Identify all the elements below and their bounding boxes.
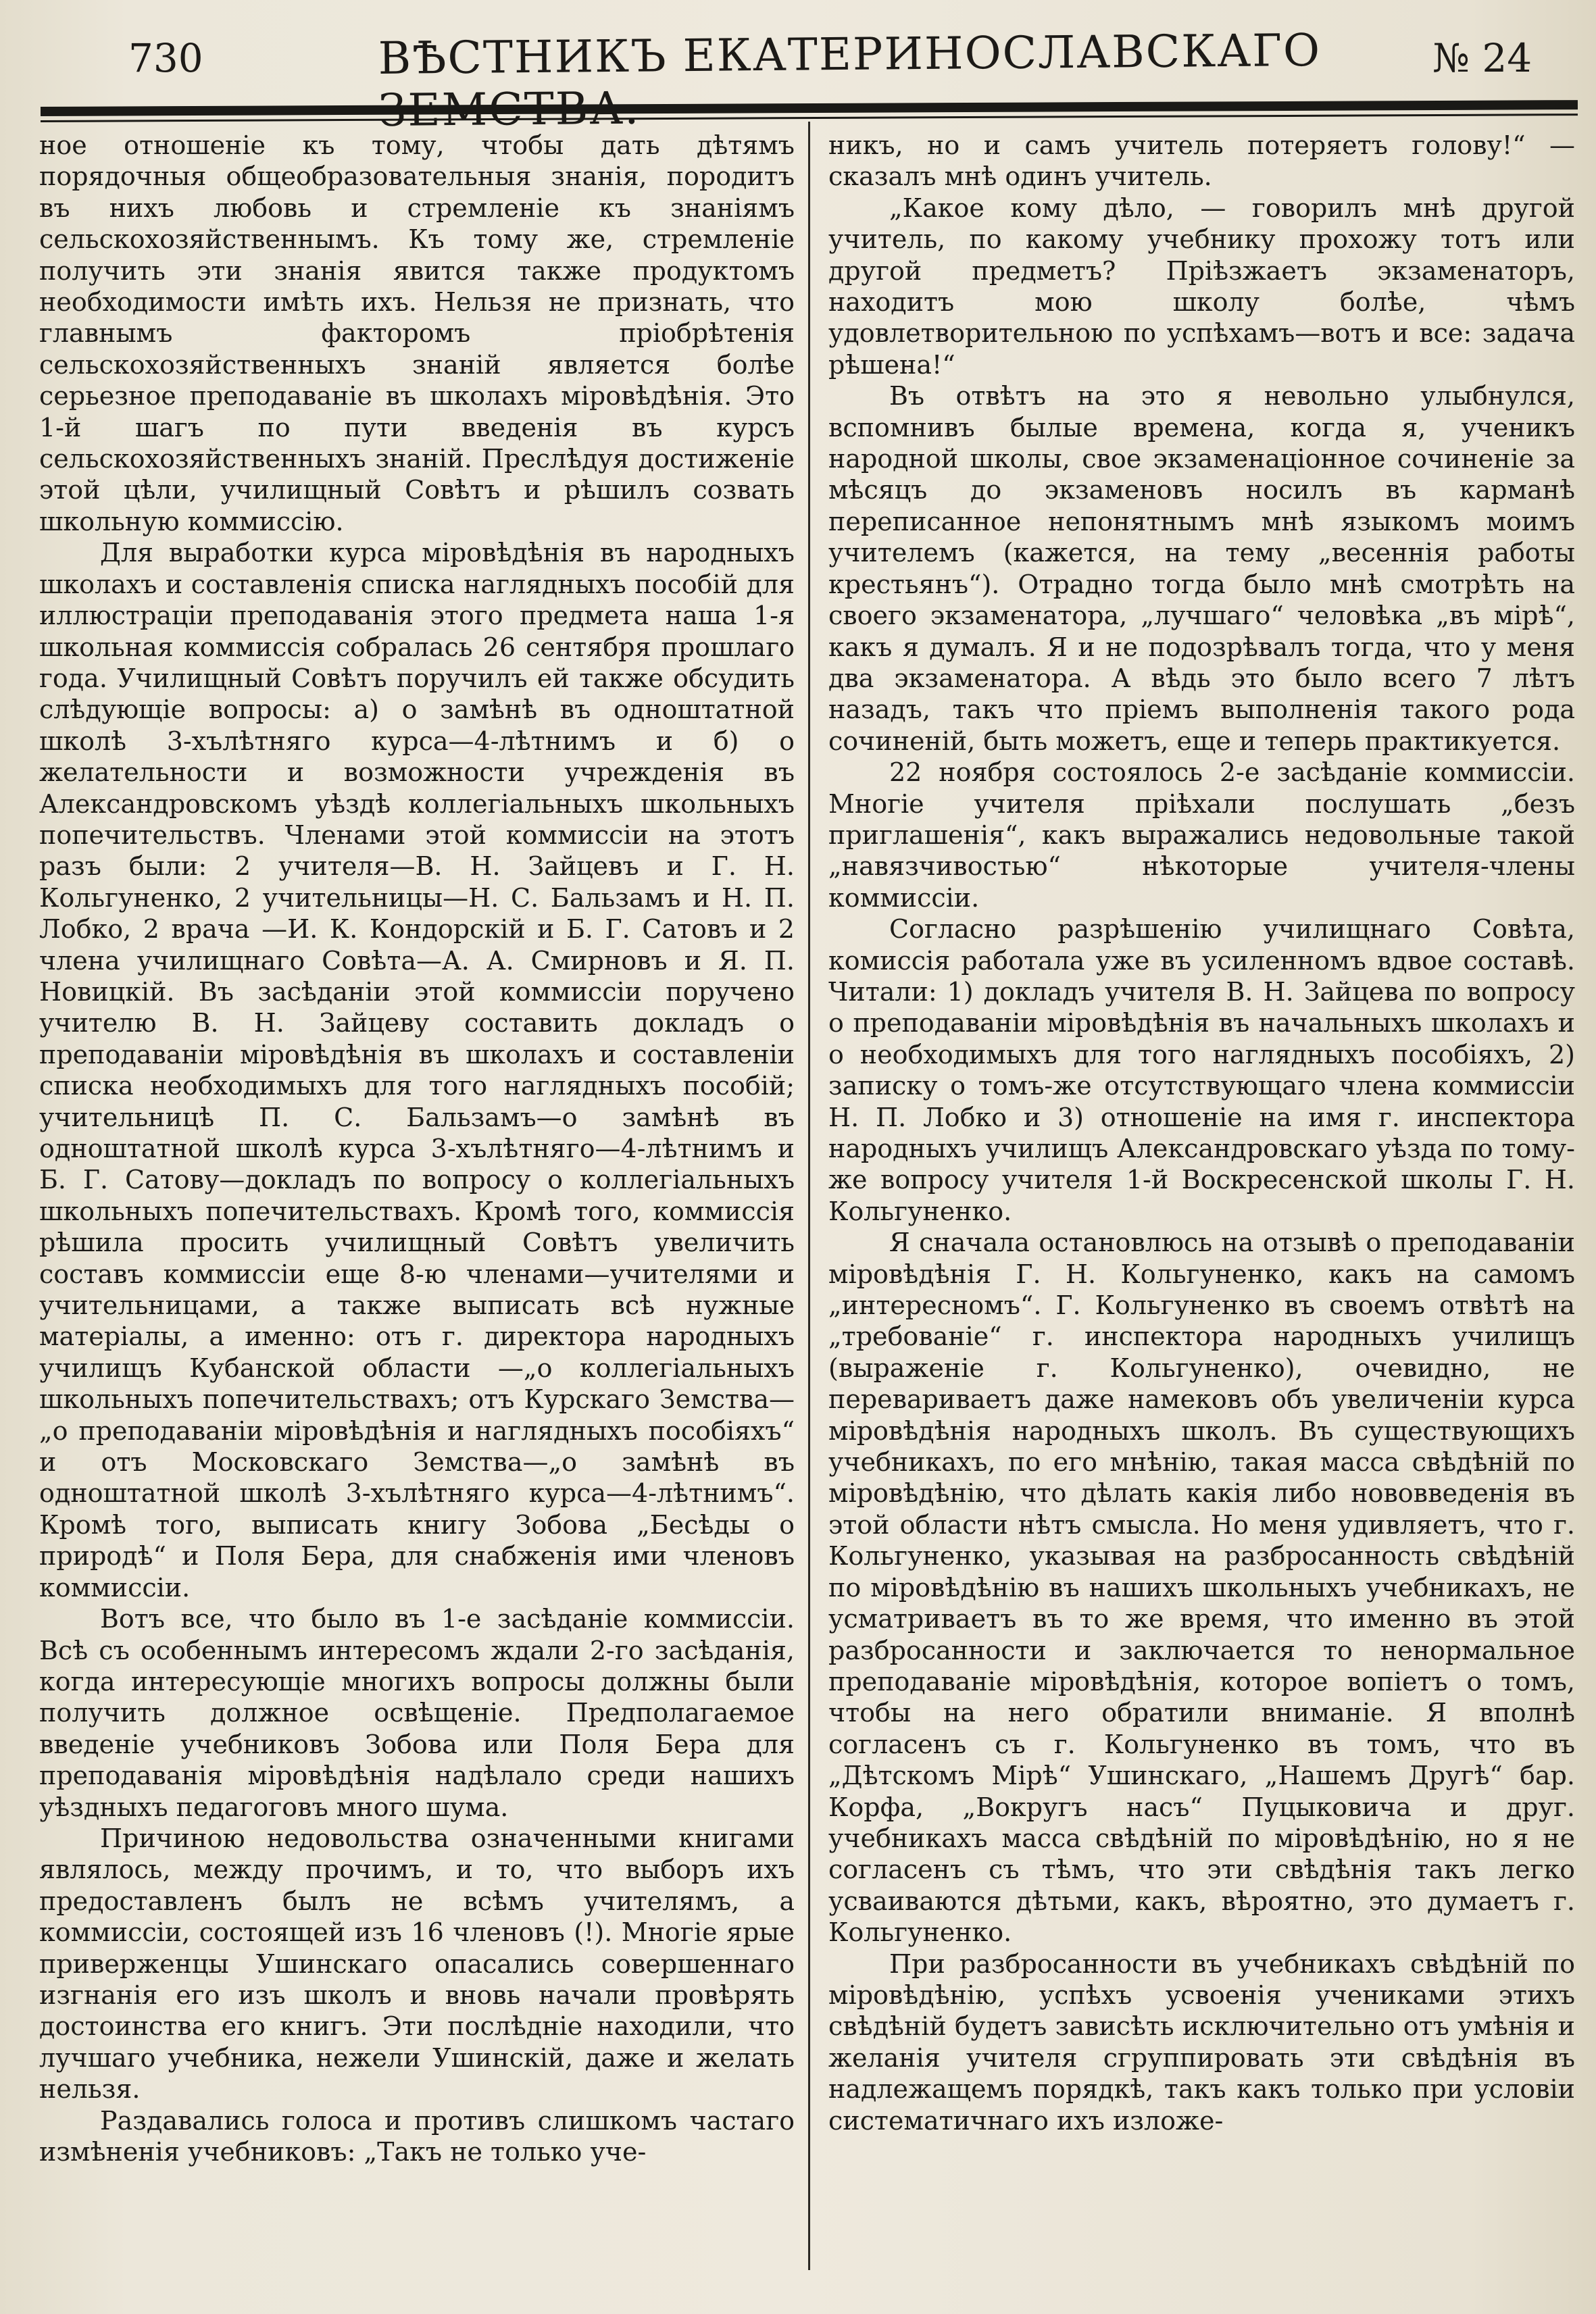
- left-column: [39, 130, 795, 2167]
- right-column: [828, 130, 1575, 2136]
- paragraph: 22 ноября состоялось 2-е засѣданіе коммиссіи. Многіе учителя пріѣхали послушать „безъ приглашенія“, какъ выражались недовольные такой „навязчивостью“ нѣкоторые учителя-члены коммиссіи.: [828, 757, 1575, 913]
- publication-title: ВѢСТНИКЪ ЕКАТЕРИНОСЛАВСКАГО: [378, 24, 1322, 84]
- paragraph: Согласно разрѣшенію училищнаго Совѣта, комиссія работала уже въ усиленномъ вдвое составѣ. Читали: 1) докладъ учителя В. Н. Зайцева по вопросу о преподаваніи міровѣдѣнія въ начальныхъ школахъ и о необходимыхъ для того наглядныхъ пособіяхъ, 2) записку о томъ-же отсутствующаго члена коммиссіи Н. П. Лобко и 3) отношеніе на имя г. инспектора народныхъ училищъ Александровскаго уѣзда по тому-же вопросу учителя 1-й Воскресенской школы Г. Н. Кольгуненко.: [828, 914, 1575, 1226]
- paragraph: Для выработки курса міровѣдѣнія въ народныхъ школахъ и составленія списка наглядныхъ пособій для иллюстраціи преподаванія этого предмета наша 1-я школьная коммиссія собралась 26 сентября прошлаго года. Училищный Совѣтъ поручилъ ей также обсудить слѣдующіе вопросы: а) о замѣнѣ въ одноштатной школѣ 3-хълѣтняго курса—4-лѣтнимъ и б) о желательности и возможности учрежденія въ Александровскомъ уѣздѣ коллегіальныхъ школьныхъ попечительствъ. Членами этой коммиссіи на этотъ разъ были: 2 учителя—В. Н. Зайцевъ и Г. Н. Кольгуненко, 2 учительницы—Н. С. Бальзамъ и Н. П. Лобко, 2 врача —И. К. Кондорскій и Б. Г. Сатовъ и 2 члена училищнаго Совѣта—А. А. Смирновъ и Я. П. Новицкій. Въ засѣданіи этой коммиссіи поручено учителю В. Н. Зайцеву составить докладъ о преподаваніи міровѣдѣнія въ школахъ и составленіи списка необходимыхъ для того наглядныхъ пособій; учительницѣ П. С. Бальзамъ—о замѣнѣ въ одноштатной школѣ курса 3-хълѣтняго—4-лѣтнимъ и Б. Г. Сатову—докладъ по вопросу о коллегіальныхъ школьныхъ попечительствахъ. Кромѣ того, коммиссія рѣшила просить училищный Совѣтъ увеличить составъ коммиссіи еще 8-ю членами—учителями и учительницами, а также выписать всѣ нужные матеріалы, а именно: отъ г. директора народныхъ училищъ Кубанской области —„о коллегіальныхъ школьныхъ попечительствахъ; отъ Курскаго Земства—„о преподаваніи міровѣдѣнія и наглядныхъ пособіяхъ“ и отъ Московскаго Земства—„о замѣнѣ въ одноштатной школѣ 3-хълѣтняго курса—4-лѣтнимъ“. Кромѣ того, выписать книгу Зобова „Бесѣды о природѣ“ и Поля Бера, для снабженія ими членовъ коммиссіи.: [39, 538, 795, 1603]
- paragraph: Въ отвѣтъ на это я невольно улыбнулся, вспомнивъ былые времена, когда я, ученикъ народной школы, свое экзаменаціонное сочиненіе за мѣсяцъ до экзаменовъ носилъ въ карманѣ переписанное непонятнымъ мнѣ языкомъ моимъ учителемъ (кажется, на тему „весеннія работы крестьянъ“). Отрадно тогда было мнѣ смотрѣть на своего экзаменатора, „лучшаго“ человѣка „въ мірѣ“, какъ я думалъ. Я и не подозрѣвалъ тогда, что у меня два экзаменатора. А вѣдь это было всего 7 лѣтъ назадъ, такъ что пріемъ выполненія такого рода сочиненій, быть можетъ, еще и теперь практикуется.: [828, 381, 1575, 756]
- paragraph: никъ, но и самъ учитель потеряетъ голову!“ — сказалъ мнѣ одинъ учитель.: [828, 130, 1575, 192]
- column-divider: [808, 122, 810, 2270]
- paragraph: Причиною недовольства означенными книгами являлось, между прочимъ, и то, что выборъ ихъ предоставленъ былъ не всѣмъ учителямъ, а коммиссіи, состоящей изъ 16 членовъ (!). Многіе ярые приверженцы Ушинскаго опасались совершеннаго изгнанія его изъ школъ и вновь начали провѣрять достоинства его книгъ. Эти послѣдніе находили, что лучшаго учебника, нежели Ушинскій, даже и желать нельзя.: [39, 1823, 795, 2105]
- page-header: [41, 20, 1574, 95]
- paragraph: „Какое кому дѣло, — говорилъ мнѣ другой учитель, по какому учебнику прохожу тотъ или другой предметъ? Пріѣзжаетъ экзаменаторъ, находитъ мою школу болѣе, чѣмъ удовлетворительною по успѣхамъ—вотъ и все: задача рѣшена!“: [828, 193, 1575, 380]
- page-number: 730: [128, 35, 203, 81]
- paragraph: Раздавались голоса и противъ слишкомъ частаго измѣненія учебниковъ: „Такъ не только уче-: [39, 2105, 795, 2167]
- paragraph: При разбросанности въ учебникахъ свѣдѣній по міровѣдѣнію, успѣхъ усвоенія учениками этихъ свѣдѣній будетъ зависѣть исключительно отъ умѣнія и желанія учителя сгруппировать эти свѣдѣнія въ надлежащемъ порядкѣ, такъ какъ только при условіи систематичнаго ихъ изложе-: [828, 1948, 1575, 2136]
- paragraph: Я сначала остановлюсь на отзывѣ о преподаваніи міровѣдѣнія Г. Н. Кольгуненко, какъ на самомъ „интересномъ“. Г. Кольгуненко въ своемъ отвѣтѣ на „требованіе“ г. инспектора народныхъ училищъ (выраженіе г. Кольгуненко), очевидно, не перевариваетъ даже намековъ объ увеличеніи курса міровѣдѣнія народныхъ школъ. Въ существующихъ учебникахъ, по его мнѣнію, такая масса свѣдѣній по міровѣдѣнію, что дѣлать какія либо нововведенія въ этой области нѣтъ смысла. Но меня удивляетъ, что г. Кольгуненко, указывая на разбросанность свѣдѣній по міровѣдѣнію въ нашихъ школьныхъ учебникахъ, не усматриваетъ въ то же время, что именно въ этой разбросанности и заключается то ненормальное преподаваніе міровѣдѣнія, которое вопіетъ о томъ, чтобы на него обратили вниманіе. Я вполнѣ согласенъ съ г. Кольгуненко въ томъ, что въ „Дѣтскомъ Мірѣ“ Ушинскаго, „Нашемъ Другѣ“ бар. Корфа, „Вокругъ насъ“ Пуцыковича и друг. учебникахъ масса свѣдѣній по міровѣдѣнію, но я не согласенъ съ тѣмъ, что эти свѣдѣнія такъ легко усваиваются дѣтьми, какъ, вѣроятно, это думаетъ г. Кольгуненко.: [828, 1228, 1575, 1948]
- paragraph: ное отношеніе къ тому, чтобы дать дѣтямъ порядочныя общеобразовательныя знанія, породитъ въ нихъ любовь и стремленіе къ знаніямъ сельскохозяйственнымъ. Къ тому же, стремленіе получить эти знанія явится также продуктомъ необходимости имѣть ихъ. Нельзя не признать, что главнымъ факторомъ пріобрѣтенія сельскохозяйственныхъ знаній является болѣе серьезное преподаваніе въ школахъ міровѣдѣнія. Это 1-й шагъ по пути введенія въ курсъ сельскохозяйственныхъ знаній. Преслѣдуя достиженіе этой цѣли, училищный Совѣтъ и рѣшилъ созвать школьную коммиссію.: [39, 130, 795, 536]
- issue-number: № 24: [1432, 35, 1532, 81]
- paragraph: Вотъ все, что было въ 1-е засѣданіе коммиссіи. Всѣ съ особеннымъ интересомъ ждали 2-го засѣданія, когда интересующіе многихъ вопросы должны были получить должное освѣщеніе. Предполагаемое введеніе учебниковъ Зобова или Поля Бера для преподаванія міровѣдѣнія надѣлало среди нашихъ уѣздныхъ педагоговъ много шума.: [39, 1604, 795, 1822]
